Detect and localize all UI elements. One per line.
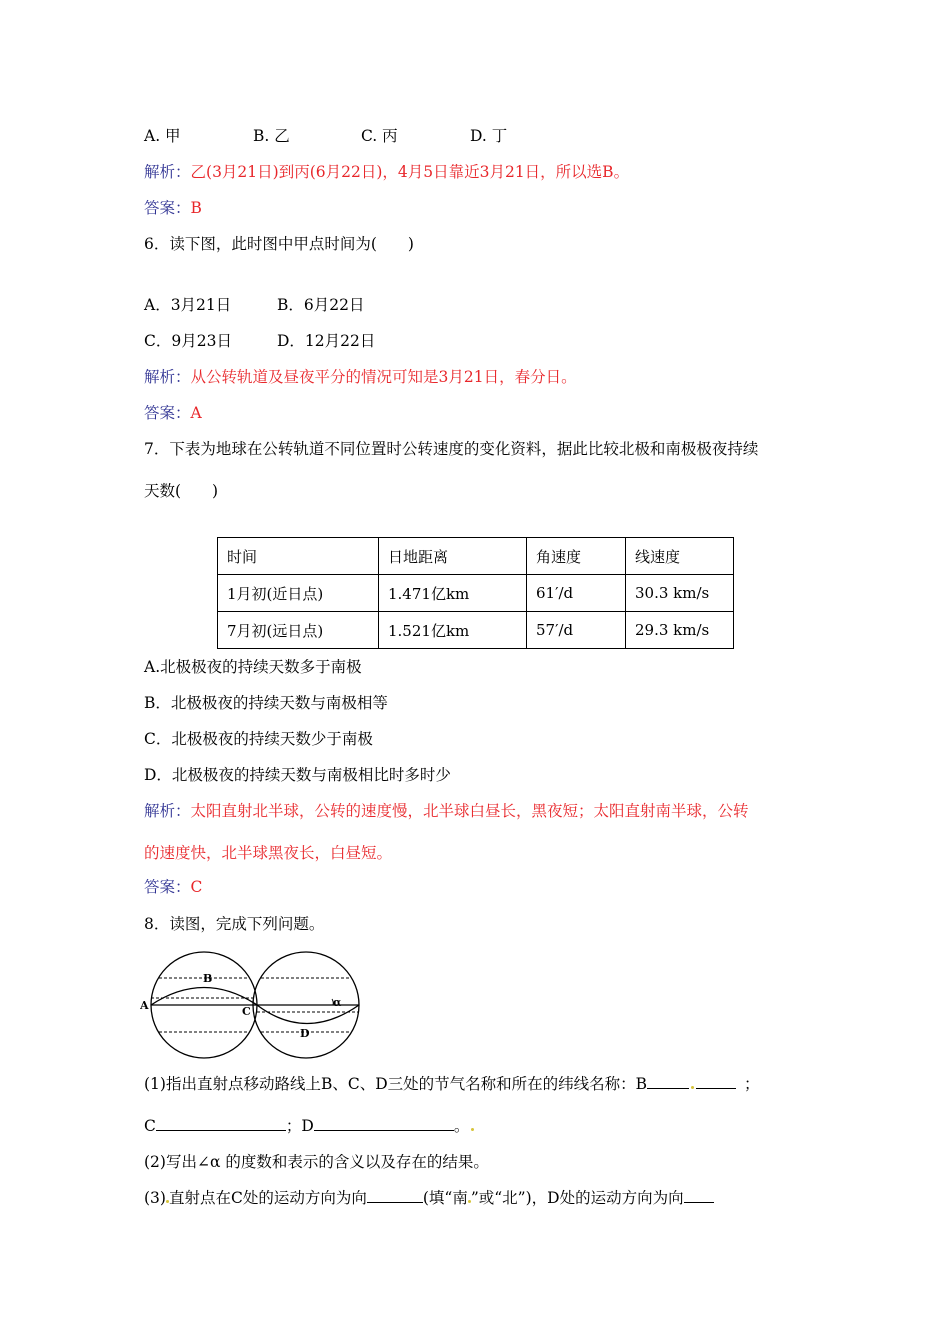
table-header-cell: 角速度 xyxy=(527,538,626,575)
analysis-text: 太阳直射北半球，公转的速度慢，北半球白昼长，黑夜短；太阳直射南半球，公转 xyxy=(190,802,749,820)
q7-question-line1: 7．下表为地球在公转轨道不同位置时公转速度的变化资料，据此比较北极和南极极夜持续 xyxy=(144,440,759,458)
sub3-number: (3) xyxy=(144,1189,166,1207)
figure-label-b: B xyxy=(203,972,213,985)
q8-question: 8．读图，完成下列问题。 xyxy=(144,915,325,933)
table-cell: 57′/d xyxy=(527,612,626,649)
table-header-cell: 时间 xyxy=(218,538,379,575)
blank-b-part2[interactable] xyxy=(696,1074,736,1089)
q8-sub3 xyxy=(144,1188,714,1208)
q6-question: 6．读下图，此时图中甲点时间为( ) xyxy=(144,235,414,253)
analysis-text: 从公转轨道及昼夜平分的情况可知是3月21日，春分日。 xyxy=(190,368,577,386)
table-cell: 1.471亿km xyxy=(379,575,527,612)
table-row xyxy=(218,612,734,649)
q8-sub1-line2 xyxy=(144,1116,476,1136)
sub1-period: 。 xyxy=(453,1117,470,1135)
sub1-text: (1)指出直射点移动路线上B、C、D三处的节气名称和所在的纬线名称：B xyxy=(144,1075,648,1093)
q5-option-b: B. 乙 xyxy=(253,127,290,145)
q7-option-d: D．北极极夜的持续天数与南极相比时多时少 xyxy=(144,766,451,784)
table-row xyxy=(218,575,734,612)
table-cell: 7月初(远日点) xyxy=(218,612,379,649)
figure-label-d: D xyxy=(300,1027,310,1040)
table-cell: 61′/d xyxy=(527,575,626,612)
q8-sub2: (2)写出∠α 的度数和表示的含义以及存在的结果。 xyxy=(144,1153,489,1171)
q6-option-b: B．6月22日 xyxy=(277,296,365,314)
sun-path-diagram xyxy=(140,950,366,1062)
table-cell: 30.3 km/s xyxy=(626,575,734,612)
sub3-text: 直射点在C处的运动方向为向 xyxy=(168,1189,367,1207)
sub1-end: ； xyxy=(744,1075,760,1093)
table-header-cell: 日地距离 xyxy=(379,538,527,575)
decorative-dot xyxy=(471,1128,474,1131)
q6-option-d: D．12月22日 xyxy=(277,332,376,350)
answer-value: A xyxy=(190,404,202,422)
speed-table xyxy=(217,537,734,649)
figure-label-c: C xyxy=(242,1005,251,1018)
q5-analysis xyxy=(144,162,629,182)
answer-value: B xyxy=(190,199,202,217)
analysis-label: 解析： xyxy=(144,368,191,386)
table-header-row xyxy=(218,538,734,575)
answer-value: C xyxy=(190,878,203,896)
q6-answer xyxy=(144,403,202,423)
q5-option-a: A. 甲 xyxy=(144,127,181,145)
q7-option-b: B．北极极夜的持续天数与南极相等 xyxy=(144,694,388,712)
blank-b-part1[interactable] xyxy=(647,1074,689,1089)
q7-analysis-line1 xyxy=(144,801,749,821)
q8-sub1-line1 xyxy=(144,1074,760,1094)
analysis-text: 乙(3月21日)到丙(6月22日)，4月5日靠近3月21日，所以选B。 xyxy=(190,163,630,181)
table-cell: 1月初(近日点) xyxy=(218,575,379,612)
sub1-c-label: C xyxy=(144,1117,156,1135)
q7-option-a: A.北极极夜的持续天数多于南极 xyxy=(144,658,362,676)
blank-d[interactable] xyxy=(314,1116,454,1131)
blank-c-direction[interactable] xyxy=(367,1188,423,1203)
answer-label: 答案： xyxy=(144,199,191,217)
analysis-label: 解析： xyxy=(144,163,191,181)
answer-label: 答案： xyxy=(144,878,191,896)
blank-c[interactable] xyxy=(156,1116,286,1131)
q5-option-d: D. 丁 xyxy=(470,127,508,145)
q7-answer xyxy=(144,877,202,897)
figure-label-a: A xyxy=(140,999,149,1012)
sub3-hint-start: (填“南 xyxy=(422,1189,468,1207)
q5-answer xyxy=(144,198,202,218)
q6-analysis xyxy=(144,367,577,387)
blank-d-direction[interactable] xyxy=(684,1188,714,1203)
sub1-d-label: ；D xyxy=(285,1117,314,1135)
q6-option-a: A．3月21日 xyxy=(144,296,232,314)
answer-label: 答案： xyxy=(144,404,191,422)
q6-option-c: C．9月23日 xyxy=(144,332,232,350)
table-cell: 1.521亿km xyxy=(379,612,527,649)
q7-option-c: C．北极极夜的持续天数少于南极 xyxy=(144,730,373,748)
q7-analysis-line2: 的速度快，北半球黑夜长，白昼短。 xyxy=(144,844,393,862)
sub3-hint-end: ”或“北”)，D处的运动方向为向 xyxy=(470,1189,684,1207)
decorative-dot xyxy=(691,1086,694,1089)
q5-option-c: C. 丙 xyxy=(361,127,398,145)
table-header-cell: 线速度 xyxy=(626,538,734,575)
q7-question-line2: 天数( ) xyxy=(144,482,219,500)
figure-label-alpha: α xyxy=(333,996,342,1009)
table-cell: 29.3 km/s xyxy=(626,612,734,649)
analysis-label: 解析： xyxy=(144,802,191,820)
